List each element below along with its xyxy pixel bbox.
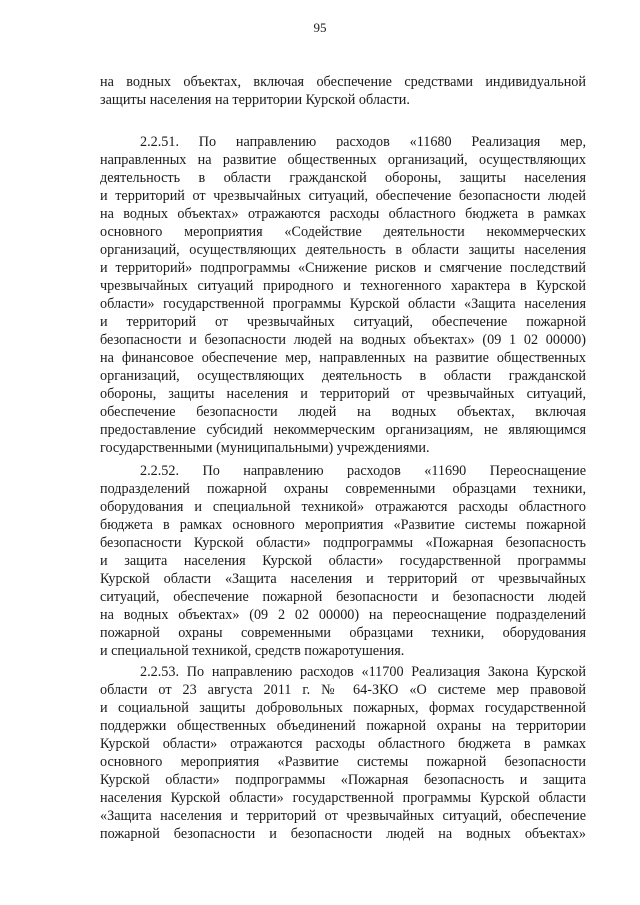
text-line: оборудования и специальной техникой» отражаются расходы областного — [100, 499, 586, 515]
text-line: на водных объектах» (09 2 02 00000) на переоснащение подразделений — [100, 607, 586, 623]
text-line: и социальной защиты добровольных пожарных, формах государственной — [100, 700, 586, 716]
text-line: населения Курской области» государственной программы Курской области — [100, 790, 586, 806]
text-line: защиты населения на территории Курской области. — [100, 92, 410, 108]
text-line: пожарной охраны современными образцами техники, оборудования — [100, 625, 586, 641]
text-line: «Защита населения и территорий от чрезвычайных ситуаций, обеспечение — [100, 808, 586, 824]
text-line: Курской области» отражаются расходы областного бюджета в рамках — [100, 736, 586, 752]
paragraph-2-2-53 — [100, 663, 586, 843]
text-line: поддержки общественных объединений пожарной охраны на территории — [100, 718, 586, 734]
text-line: направленных на развитие общественных организаций, осуществляющих — [100, 152, 586, 168]
text-line: и территорий от чрезвычайных ситуаций, обеспечение безопасности людей — [100, 188, 586, 204]
text-line: на водных объектах, включая обеспечение средствами индивидуальной — [100, 74, 586, 90]
text-line: области» государственной программы Курской области «Защита населения — [100, 296, 586, 312]
text-line: Курской области» подпрограммы «Пожарная безопасность и защита — [100, 772, 586, 788]
text-line: пожарной безопасности и безопасности людей на водных объектах» — [100, 826, 586, 842]
text-line: обеспечение безопасности людей на водных объектах, включая — [100, 404, 586, 420]
text-line: обороны, защиты населения и территорий от чрезвычайных ситуаций, — [100, 386, 586, 402]
page-number: 95 — [313, 20, 327, 35]
text-line: Курской области «Защита населения и территорий от чрезвычайных — [100, 571, 586, 587]
text-line: и территорий от чрезвычайных ситуаций, обеспечение пожарной — [100, 314, 586, 330]
text-line: безопасности Курской области» подпрограммы «Пожарная безопасность — [100, 535, 586, 551]
text-line: государственными (муниципальными) учреждениями. — [100, 440, 430, 456]
paragraph-continuation — [100, 73, 586, 109]
paragraph-2-2-52 — [100, 462, 586, 660]
text-line: на водных объектах» отражаются расходы областного бюджета в рамках — [100, 206, 586, 222]
text-line: безопасности и безопасности людей на водных объектах» (09 1 02 00000) — [100, 332, 586, 348]
text-line: организаций, осуществляющих деятельность в области гражданской — [100, 368, 586, 384]
text-line: подразделений пожарной охраны современными образцами техники, — [100, 481, 586, 497]
text-line: и территорий» подпрограммы «Снижение рисков и смягчение последствий — [100, 260, 586, 276]
paragraph-2-2-51 — [100, 133, 586, 457]
text-line: основного мероприятия «Развитие системы пожарной безопасности — [100, 754, 586, 770]
text-line: предоставление субсидий некоммерческим организациям, не являющимся — [100, 422, 586, 438]
text-line: деятельность в области гражданской обороны, защиты населения — [100, 170, 586, 186]
text-line: основного мероприятия «Содействие деятельности некоммерческих — [100, 224, 586, 240]
text-line: 2.2.52. По направлению расходов «11690 Переоснащение — [140, 463, 586, 479]
text-line: 2.2.51. По направлению расходов «11680 Реализация мер, — [140, 134, 586, 150]
text-line: 2.2.53. По направлению расходов «11700 Реализация Закона Курской — [140, 664, 586, 680]
text-line: бюджета в рамках основного мероприятия «Развитие системы пожарной — [100, 517, 586, 533]
text-line: чрезвычайных ситуаций природного и техногенного характера в Курской — [100, 278, 586, 294]
text-line: на финансовое обеспечение мер, направленных на развитие общественных — [100, 350, 586, 366]
text-line: организаций, осуществляющих деятельность в области защиты населения — [100, 242, 586, 258]
text-line: области от 23 августа 2011 г. № 64-ЗКО «О системе мер правовой — [100, 682, 586, 698]
text-line: и защита населения Курской области» государственной программы — [100, 553, 586, 569]
text-line: ситуаций, обеспечение пожарной безопасности и безопасности людей — [100, 589, 586, 605]
text-line: и специальной техникой, средств пожаротушения. — [100, 643, 405, 659]
